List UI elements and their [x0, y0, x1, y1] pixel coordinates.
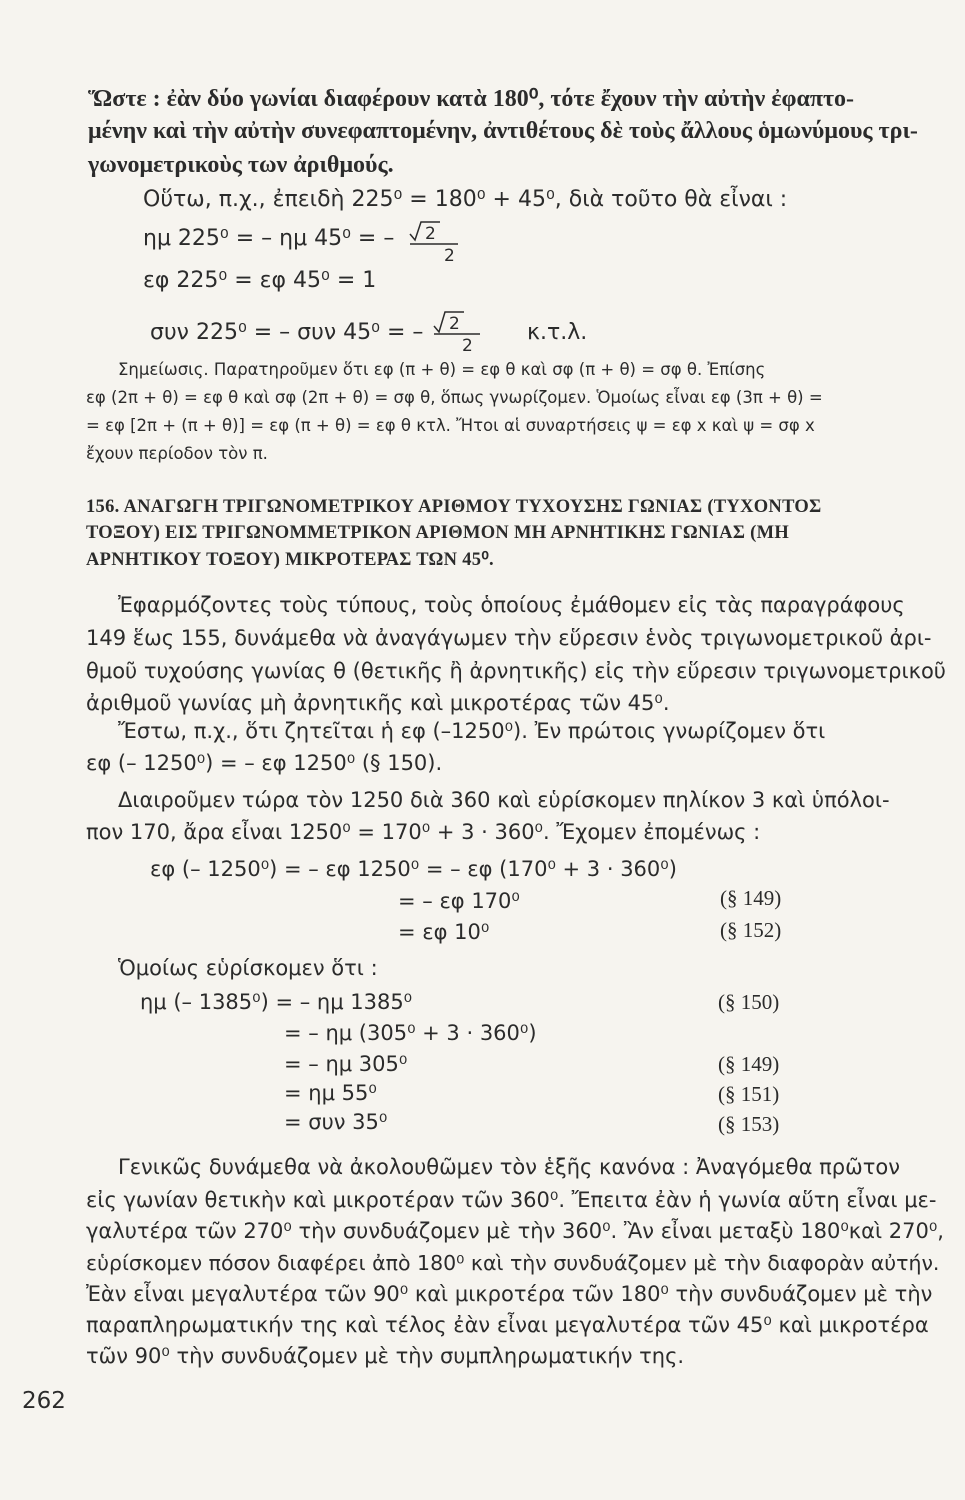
equation-tan-225: εφ 225⁰ = εφ 45⁰ = 1 [143, 268, 377, 293]
para4-line-3: γαλυτέρα τῶν 270⁰ τὴν συνδυάζομεν μὲ τὴν 360⁰. Ἂν εἶναι μεταξὺ 180⁰καὶ 270⁰, [86, 1219, 944, 1243]
sqrt-den-2: 2 [462, 336, 473, 356]
sqrt-fraction-1 [408, 212, 464, 264]
calc1-line-1: εφ (– 1250⁰) = – εφ 1250⁰ = – εφ (170⁰ + 3 · 360⁰) [150, 857, 677, 881]
note-line-3: = εφ [2π + (π + θ)] = εφ (π + θ) = εφ θ κτλ. Ἤτοι αἱ συναρτήσεις ψ = εφ x καὶ ψ = σφ x [86, 416, 815, 435]
calc2-line-5: = συν 35⁰ [284, 1110, 388, 1134]
para3-line-2: πον 170, ἄρα εἶναι 1250⁰ = 170⁰ + 3 · 360⁰. Ἔχομεν ἐπομένως : [86, 820, 761, 844]
section-heading-line-3: ΑΡΝΗΤΙΚΟΥ ΤΟΞΟΥ) ΜΙΚΡΟΤΕΡΑΣ ΤΩΝ 45⁰. [86, 550, 494, 570]
example-line: Οὕτω, π.χ., ἐπειδὴ 225⁰ = 180⁰ + 45⁰, διὰ τοῦτο θὰ εἶναι : [143, 187, 788, 212]
calc2-ref-4: (§ 151) [718, 1082, 780, 1106]
para1-line-3: θμοῦ τυχούσης γωνίας θ (θετικῆς ἢ ἀρνητικῆς) εἰς τὴν εὕρεσιν τριγωνομετρικοῦ [86, 659, 946, 683]
calc2-line-3: = – ημ 305⁰ [284, 1052, 408, 1076]
intro-line-3: γωνομετρικοὺς των ἀριθμούς. [88, 152, 394, 178]
equation-sin-225: ημ 225⁰ = – ημ 45⁰ = – [143, 226, 395, 251]
intro-line-1: Ὥστε : ἐὰν δύο γωνίαι διαφέρουν κατὰ 180⁰, τότε ἔχουν τὴν αὐτὴν ἐφαπτο- [88, 86, 855, 112]
calc1-line-3: = εφ 10⁰ [398, 920, 490, 944]
para2-line-2: εφ (– 1250⁰) = – εφ 1250⁰ (§ 150). [86, 751, 443, 775]
equation-cos-tail: κ.τ.λ. [527, 320, 588, 345]
calc2-line-4: = ημ 55⁰ [284, 1081, 377, 1105]
para2-line-1: Ἔστω, π.χ., ὅτι ζητεῖται ἡ εφ (–1250⁰). Ἐν πρώτοις γνωρίζομεν ὅτι [118, 719, 826, 743]
para1-line-4: ἀριθμοῦ γωνίας μὴ ἀρνητικῆς καὶ μικροτέρας τῶν 45⁰. [86, 691, 670, 715]
note-line-4: ἔχουν περίοδον τὸν π. [86, 444, 268, 463]
calc2-line-2: = – ημ (305⁰ + 3 · 360⁰) [284, 1021, 537, 1045]
para4-line-6: παραπληρωματικήν της καὶ τέλος ἐὰν εἶναι μεγαλυτέρα τῶν 45⁰ καὶ μικροτέρα [86, 1313, 929, 1337]
calc2-ref-5: (§ 153) [718, 1112, 780, 1136]
calc2-ref-3: (§ 149) [718, 1052, 780, 1076]
calc2-line-1: ημ (– 1385⁰) = – ημ 1385⁰ [140, 990, 413, 1014]
section-heading-line-1: 156. ΑΝΑΓΩΓΗ ΤΡΙΓΩΝΟΜΕΤΡΙΚΟΥ ΑΡΙΘΜΟΥ ΤΥΧΟΥΣΗΣ ΓΩΝΙΑΣ (ΤΥΧΟΝΤΟΣ [86, 497, 822, 517]
note-line-2: εφ (2π + θ) = εφ θ καὶ σφ (2π + θ) = σφ θ, ὅπως γνωρίζομεν. Ὁμοίως εἶναι εφ (3π + θ) = [86, 388, 823, 407]
sqrt-num-2: 2 [449, 314, 460, 334]
para3-line-1: Διαιροῦμεν τώρα τὸν 1250 διὰ 360 καὶ εὑρίσκομεν πηλίκον 3 καὶ ὑπόλοι- [118, 788, 890, 812]
sqrt-fraction-2 [432, 300, 488, 356]
para4-line-5: Ἐὰν εἶναι μεγαλυτέρα τῶν 90⁰ καὶ μικροτέρα τῶν 180⁰ τὴν συνδυάζομεν μὲ τὴν [86, 1282, 933, 1306]
intro-line-2: μένην καὶ τὴν αὐτὴν συνεφαπτομένην, ἀντιθέτους δὲ τοὺς ἄλλους ὁμωνύμους τρι- [88, 118, 918, 144]
sqrt-num-1: 2 [425, 224, 436, 244]
calc2-ref-1: (§ 150) [718, 990, 780, 1014]
similarly-line: Ὁμοίως εὑρίσκομεν ὅτι : [118, 956, 378, 980]
page-number: 262 [22, 1388, 66, 1414]
note-line-1: Σημείωσις. Παρατηροῦμεν ὅτι εφ (π + θ) = εφ θ καὶ σφ (π + θ) = σφ θ. Ἐπίσης [118, 360, 766, 379]
para1-line-2: 149 ἕως 155, δυνάμεθα νὰ ἀναγάγωμεν τὴν εὕρεσιν ἑνὸς τριγωνομετρικοῦ ἀρι- [86, 626, 932, 650]
para4-line-4: εὑρίσκομεν πόσον διαφέρει ἀπὸ 180⁰ καὶ τὴν συνδυάζομεν μὲ τὴν διαφορὰν αὐτήν. [86, 1251, 940, 1275]
calc1-ref-2: (§ 149) [720, 886, 782, 910]
sqrt-den-1: 2 [444, 246, 455, 264]
para4-line-2: εἰς γωνίαν θετικὴν καὶ μικροτέραν τῶν 360⁰. Ἔπειτα ἐὰν ἡ γωνία αὕτη εἶναι με- [86, 1188, 937, 1212]
equation-cos-225: συν 225⁰ = – συν 45⁰ = – [150, 320, 424, 345]
para4-line-7: τῶν 90⁰ τὴν συνδυάζομεν μὲ τὴν συμπληρωματικήν της. [86, 1344, 685, 1368]
calc1-ref-3: (§ 152) [720, 918, 782, 942]
section-heading-line-2: ΤΟΞΟΥ) ΕΙΣ ΤΡΙΓΩΝΟΜΜΕΤΡΙΚΟΝ ΑΡΙΘΜΟΝ ΜΗ ΑΡΝΗΤΙΚΗΣ ΓΩΝΙΑΣ (ΜΗ [86, 523, 790, 543]
calc1-line-2: = – εφ 170⁰ [398, 889, 520, 913]
para4-line-1: Γενικῶς δυνάμεθα νὰ ἀκολουθῶμεν τὸν ἑξῆς κανόνα : Ἀναγόμεθα πρῶτον [118, 1155, 900, 1179]
para1-line-1: Ἐφαρμόζοντες τοὺς τύπους, τοὺς ὁποίους ἐμάθομεν εἰς τὰς παραγράφους [118, 593, 905, 617]
